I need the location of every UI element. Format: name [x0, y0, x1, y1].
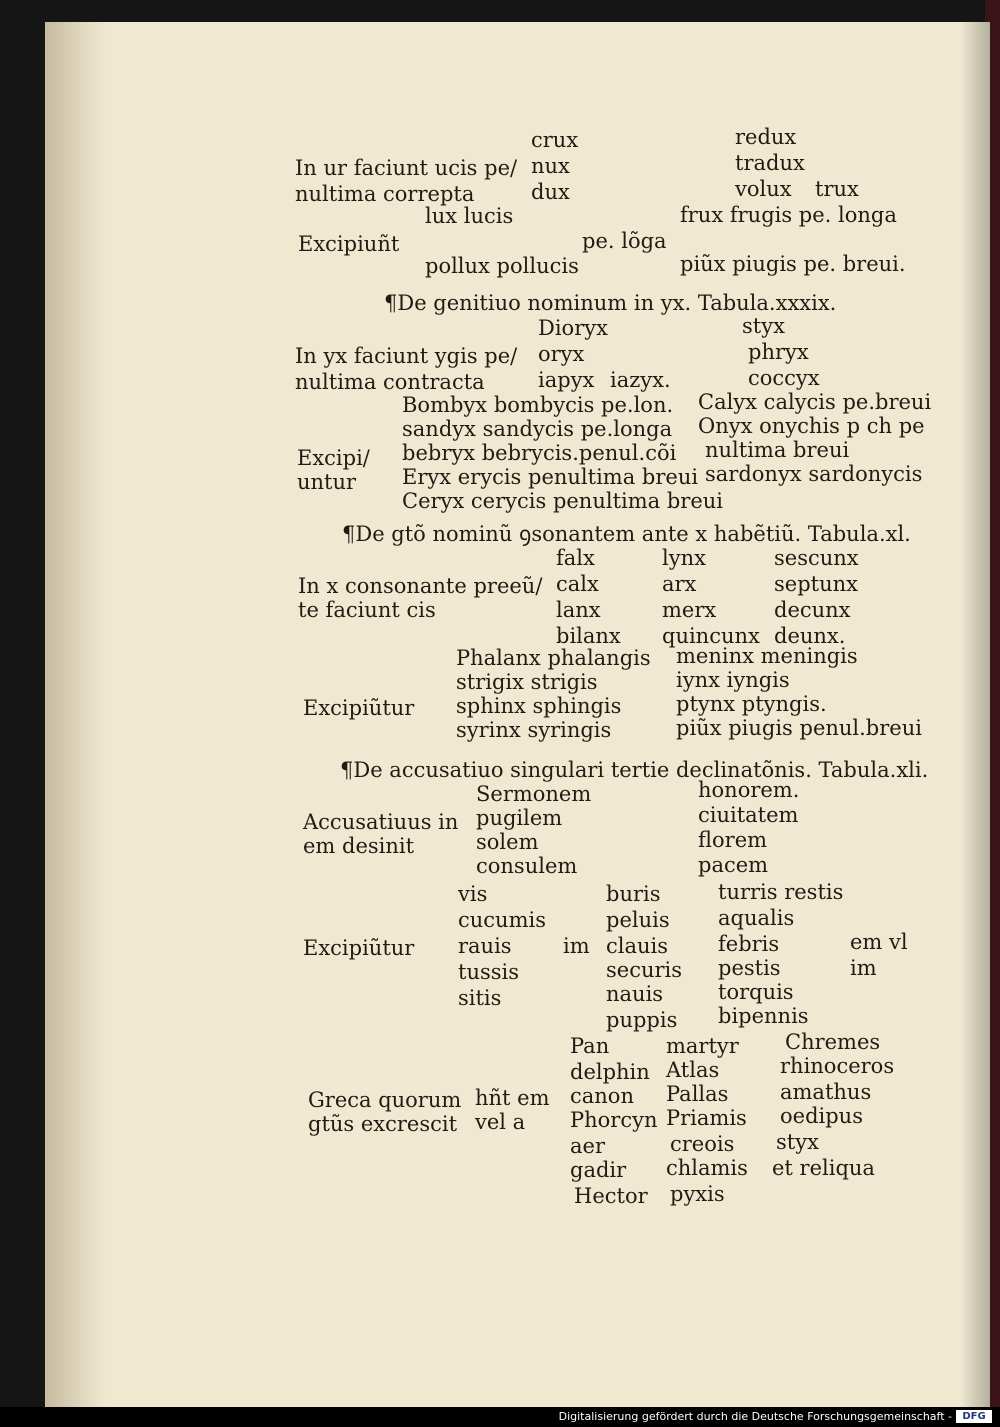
word: iynx iyngis [676, 668, 790, 692]
word: phryx [748, 340, 809, 364]
rule-label: te faciunt cis [298, 598, 436, 622]
rule-label: In ur faciunt ucis pe/ [295, 156, 518, 180]
word: decunx [774, 598, 851, 622]
exception-label: Excipiuñt [298, 232, 400, 256]
word: turris restis [718, 880, 844, 904]
word: nux [531, 154, 570, 178]
word: Ceryx cerycis penultima breui [402, 489, 723, 513]
word: buris [606, 882, 661, 906]
word: pacem [698, 853, 769, 877]
word: iapyx [538, 368, 595, 392]
word: sphinx sphingis [456, 694, 622, 718]
word: lux lucis [425, 204, 514, 228]
word: et reliqua [772, 1156, 875, 1180]
word: florem [698, 828, 768, 852]
word: frux frugis pe. longa [680, 203, 897, 227]
word: rhinoceros [780, 1054, 895, 1078]
word: sandyx sandycis pe.longa [402, 417, 673, 441]
word: Priamis [666, 1106, 747, 1130]
word: Phorcyn [570, 1108, 658, 1132]
word: redux [735, 125, 797, 149]
word: im [563, 934, 590, 958]
dfg-logo-icon: DFG [956, 1410, 992, 1423]
word: clauis [606, 934, 669, 958]
word: styx [776, 1130, 819, 1154]
word: lynx [662, 546, 706, 570]
exception-label: Excipiũtur [303, 696, 415, 720]
word: canon [570, 1084, 634, 1108]
section-heading: ¶De accusatiuo singulari tertie declinatõnis. Tabula.xli. [340, 758, 929, 782]
word: Hector [574, 1184, 648, 1208]
word: pe. lõga [582, 229, 667, 253]
word: sitis [458, 986, 502, 1010]
rule-label: In yx faciunt ygis pe/ [295, 344, 518, 368]
footer-text: Digitalisierung gefördert durch die Deutsche Forschungsgemeinschaft - [558, 1410, 952, 1423]
word: syrinx syringis [456, 718, 612, 742]
exception-label: Excipiũtur [303, 936, 415, 960]
word: quincunx [662, 624, 760, 648]
word: bebryx bebrycis.penul.cõi [402, 441, 677, 465]
word: calx [556, 572, 599, 596]
word: dux [531, 180, 570, 204]
exception-label: untur [297, 470, 357, 494]
word: aqualis [718, 906, 795, 930]
rule-label: nultima correpta [295, 182, 475, 206]
word: Pan [570, 1034, 610, 1058]
word: meninx meningis [676, 644, 858, 668]
word: consulem [476, 854, 578, 878]
word: pyxis [670, 1182, 725, 1206]
section-heading: ¶De gtõ nominũ ꝯsonantem ante x habẽtiũ. Tabula.xl. [342, 522, 911, 546]
word: merx [662, 598, 717, 622]
word: Onyx onychis p ch pe [698, 414, 925, 438]
word: crux [531, 128, 579, 152]
word: arx [662, 572, 697, 596]
section-heading: ¶De genitiuo nominum in yx. Tabula.xxxix. [384, 291, 837, 315]
word: strigix strigis [456, 670, 598, 694]
word: rauis [458, 934, 512, 958]
word: pugilem [476, 806, 563, 830]
word: amathus [780, 1080, 872, 1104]
word: styx [742, 314, 785, 338]
word: Eryx erycis penultima breui [402, 465, 699, 489]
word: securis [606, 958, 683, 982]
word: septunx [774, 572, 858, 596]
word: Pallas [666, 1082, 729, 1106]
word: Phalanx phalangis [456, 646, 651, 670]
word: martyr [666, 1034, 739, 1058]
word: nauis [606, 982, 664, 1006]
word: Sermonem [476, 782, 592, 806]
rule-label: Accusatiuus in [303, 810, 459, 834]
word: hñt em [475, 1086, 550, 1110]
word: volux [735, 177, 792, 201]
exception-label: Excipi/ [297, 446, 370, 470]
word: bipennis [718, 1004, 809, 1028]
word: gadir [570, 1158, 627, 1182]
word: pestis [718, 956, 781, 980]
word: trux [815, 177, 859, 201]
word: torquis [718, 980, 794, 1004]
word: vis [458, 882, 488, 906]
word: pollux pollucis [425, 254, 579, 278]
word: peluis [606, 908, 670, 932]
word: creois [670, 1132, 735, 1156]
word: oedipus [780, 1104, 863, 1128]
word: sescunx [774, 546, 859, 570]
word: cucumis [458, 908, 546, 932]
word: falx [556, 546, 595, 570]
word: lanx [556, 598, 601, 622]
word: Chremes [785, 1030, 881, 1054]
word: sardonyx sardonycis [705, 462, 923, 486]
word: deunx. [774, 624, 846, 648]
rule-label: nultima contracta [295, 370, 485, 394]
rule-label: In x consonante preeũ/ [298, 574, 543, 598]
word: Dioryx [538, 316, 608, 340]
word: Calyx calycis pe.breui [698, 390, 932, 414]
rule-label: em desinit [303, 834, 415, 858]
word: febris [718, 932, 780, 956]
rule-label: Greca quorum [308, 1088, 462, 1112]
word: piũx piugis penul.breui [676, 716, 922, 740]
word: delphin [570, 1060, 650, 1084]
word: coccyx [748, 366, 820, 390]
word: oryx [538, 342, 585, 366]
word: Atlas [666, 1058, 720, 1082]
word: im [850, 956, 877, 980]
word: ptynx ptyngis. [676, 692, 827, 716]
word: nultima breui [705, 438, 850, 462]
word: em vl [850, 930, 908, 954]
word: Bombyx bombycis pe.lon. [402, 393, 674, 417]
word: solem [476, 830, 539, 854]
word: vel a [475, 1110, 526, 1134]
rule-label: gtũs excrescit [308, 1112, 458, 1136]
word: piũx piugis pe. breui. [680, 252, 906, 276]
word: chlamis [666, 1156, 748, 1180]
word: ciuitatem [698, 803, 799, 827]
word: bilanx [556, 624, 621, 648]
word: honorem. [698, 778, 800, 802]
word: puppis [606, 1008, 678, 1032]
word: tradux [735, 151, 805, 175]
digitization-footer [0, 1407, 1000, 1427]
word: iazyx. [610, 368, 671, 392]
word: aer [570, 1134, 605, 1158]
word: tussis [458, 960, 520, 984]
